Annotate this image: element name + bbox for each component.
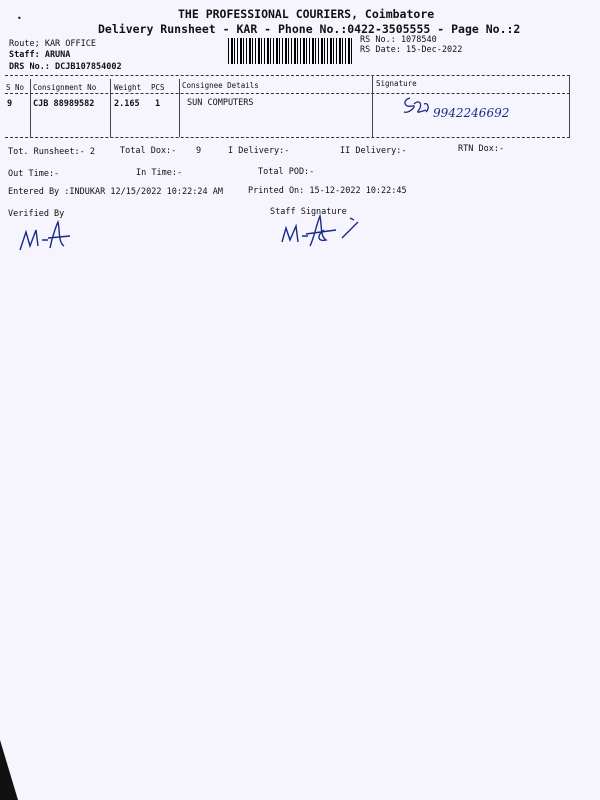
- col-divider: [372, 75, 373, 137]
- out-time: Out Time:-: [8, 169, 60, 179]
- total-pod: Total POD:-: [258, 167, 315, 177]
- total-dox-label: Total Dox:-: [120, 146, 177, 156]
- col-divider: [569, 75, 570, 137]
- printed-on: Printed On: 15-12-2022 10:22:45: [248, 186, 407, 196]
- staff-signature-label: Staff Signature: [270, 207, 347, 217]
- col-header-sno: S No: [6, 83, 25, 92]
- in-time: In Time:-: [136, 168, 183, 178]
- table-bottom-rule: [5, 137, 570, 138]
- staff-signature: [276, 212, 366, 256]
- verified-by-label: Verified By: [8, 209, 65, 219]
- rs-date: RS Date: 15-Dec-2022: [360, 45, 463, 55]
- col-header-consignee: Consignee Details: [182, 81, 259, 90]
- cell-consignee: SUN COMPUTERS: [187, 98, 254, 108]
- i-delivery: I Delivery:-: [228, 146, 290, 156]
- total-dox-value: 9: [196, 146, 202, 156]
- col-header-pcs: PCS: [151, 83, 165, 92]
- col-divider: [110, 79, 111, 137]
- rtn-dox: RTN Dox:-: [458, 144, 505, 154]
- cell-consignment: CJB 88989582: [33, 99, 95, 109]
- total-runsheet: Tot. Runsheet:- 2: [8, 147, 95, 157]
- cell-pcs: 1: [155, 99, 161, 109]
- ii-delivery: II Delivery:-: [340, 146, 407, 156]
- drs-number: DRS No.: DCJB107854002: [9, 62, 122, 72]
- col-header-signature: Signature: [376, 79, 417, 88]
- entered-by: Entered By :INDUKAR 12/15/2022 10:22:24 AM: [8, 187, 223, 197]
- col-header-consignment: Consignment No: [33, 83, 97, 92]
- barcode-image: [228, 38, 352, 64]
- cell-sno: 9: [7, 99, 13, 109]
- staff-label: Staff: ARUNA: [9, 50, 71, 60]
- runsheet-title: Delivery Runsheet - KAR - Phone No.:0422-3505555 - Page No.:2: [98, 22, 521, 36]
- receiver-phone: 9942246692: [433, 106, 510, 120]
- scan-corner-shadow: [0, 740, 18, 800]
- col-divider: [30, 79, 31, 137]
- dot-mark: •: [17, 14, 22, 23]
- company-title: THE PROFESSIONAL COURIERS, Coimbatore: [178, 7, 435, 21]
- verifier-signature: [18, 216, 78, 256]
- route-label: Route; KAR OFFICE: [9, 39, 96, 49]
- rs-number: RS No.: 1078540: [360, 35, 437, 45]
- col-divider: [179, 79, 180, 137]
- col-header-weight: Weight: [114, 83, 142, 92]
- cell-weight: 2.165: [114, 99, 140, 109]
- table-top-rule: [5, 75, 570, 76]
